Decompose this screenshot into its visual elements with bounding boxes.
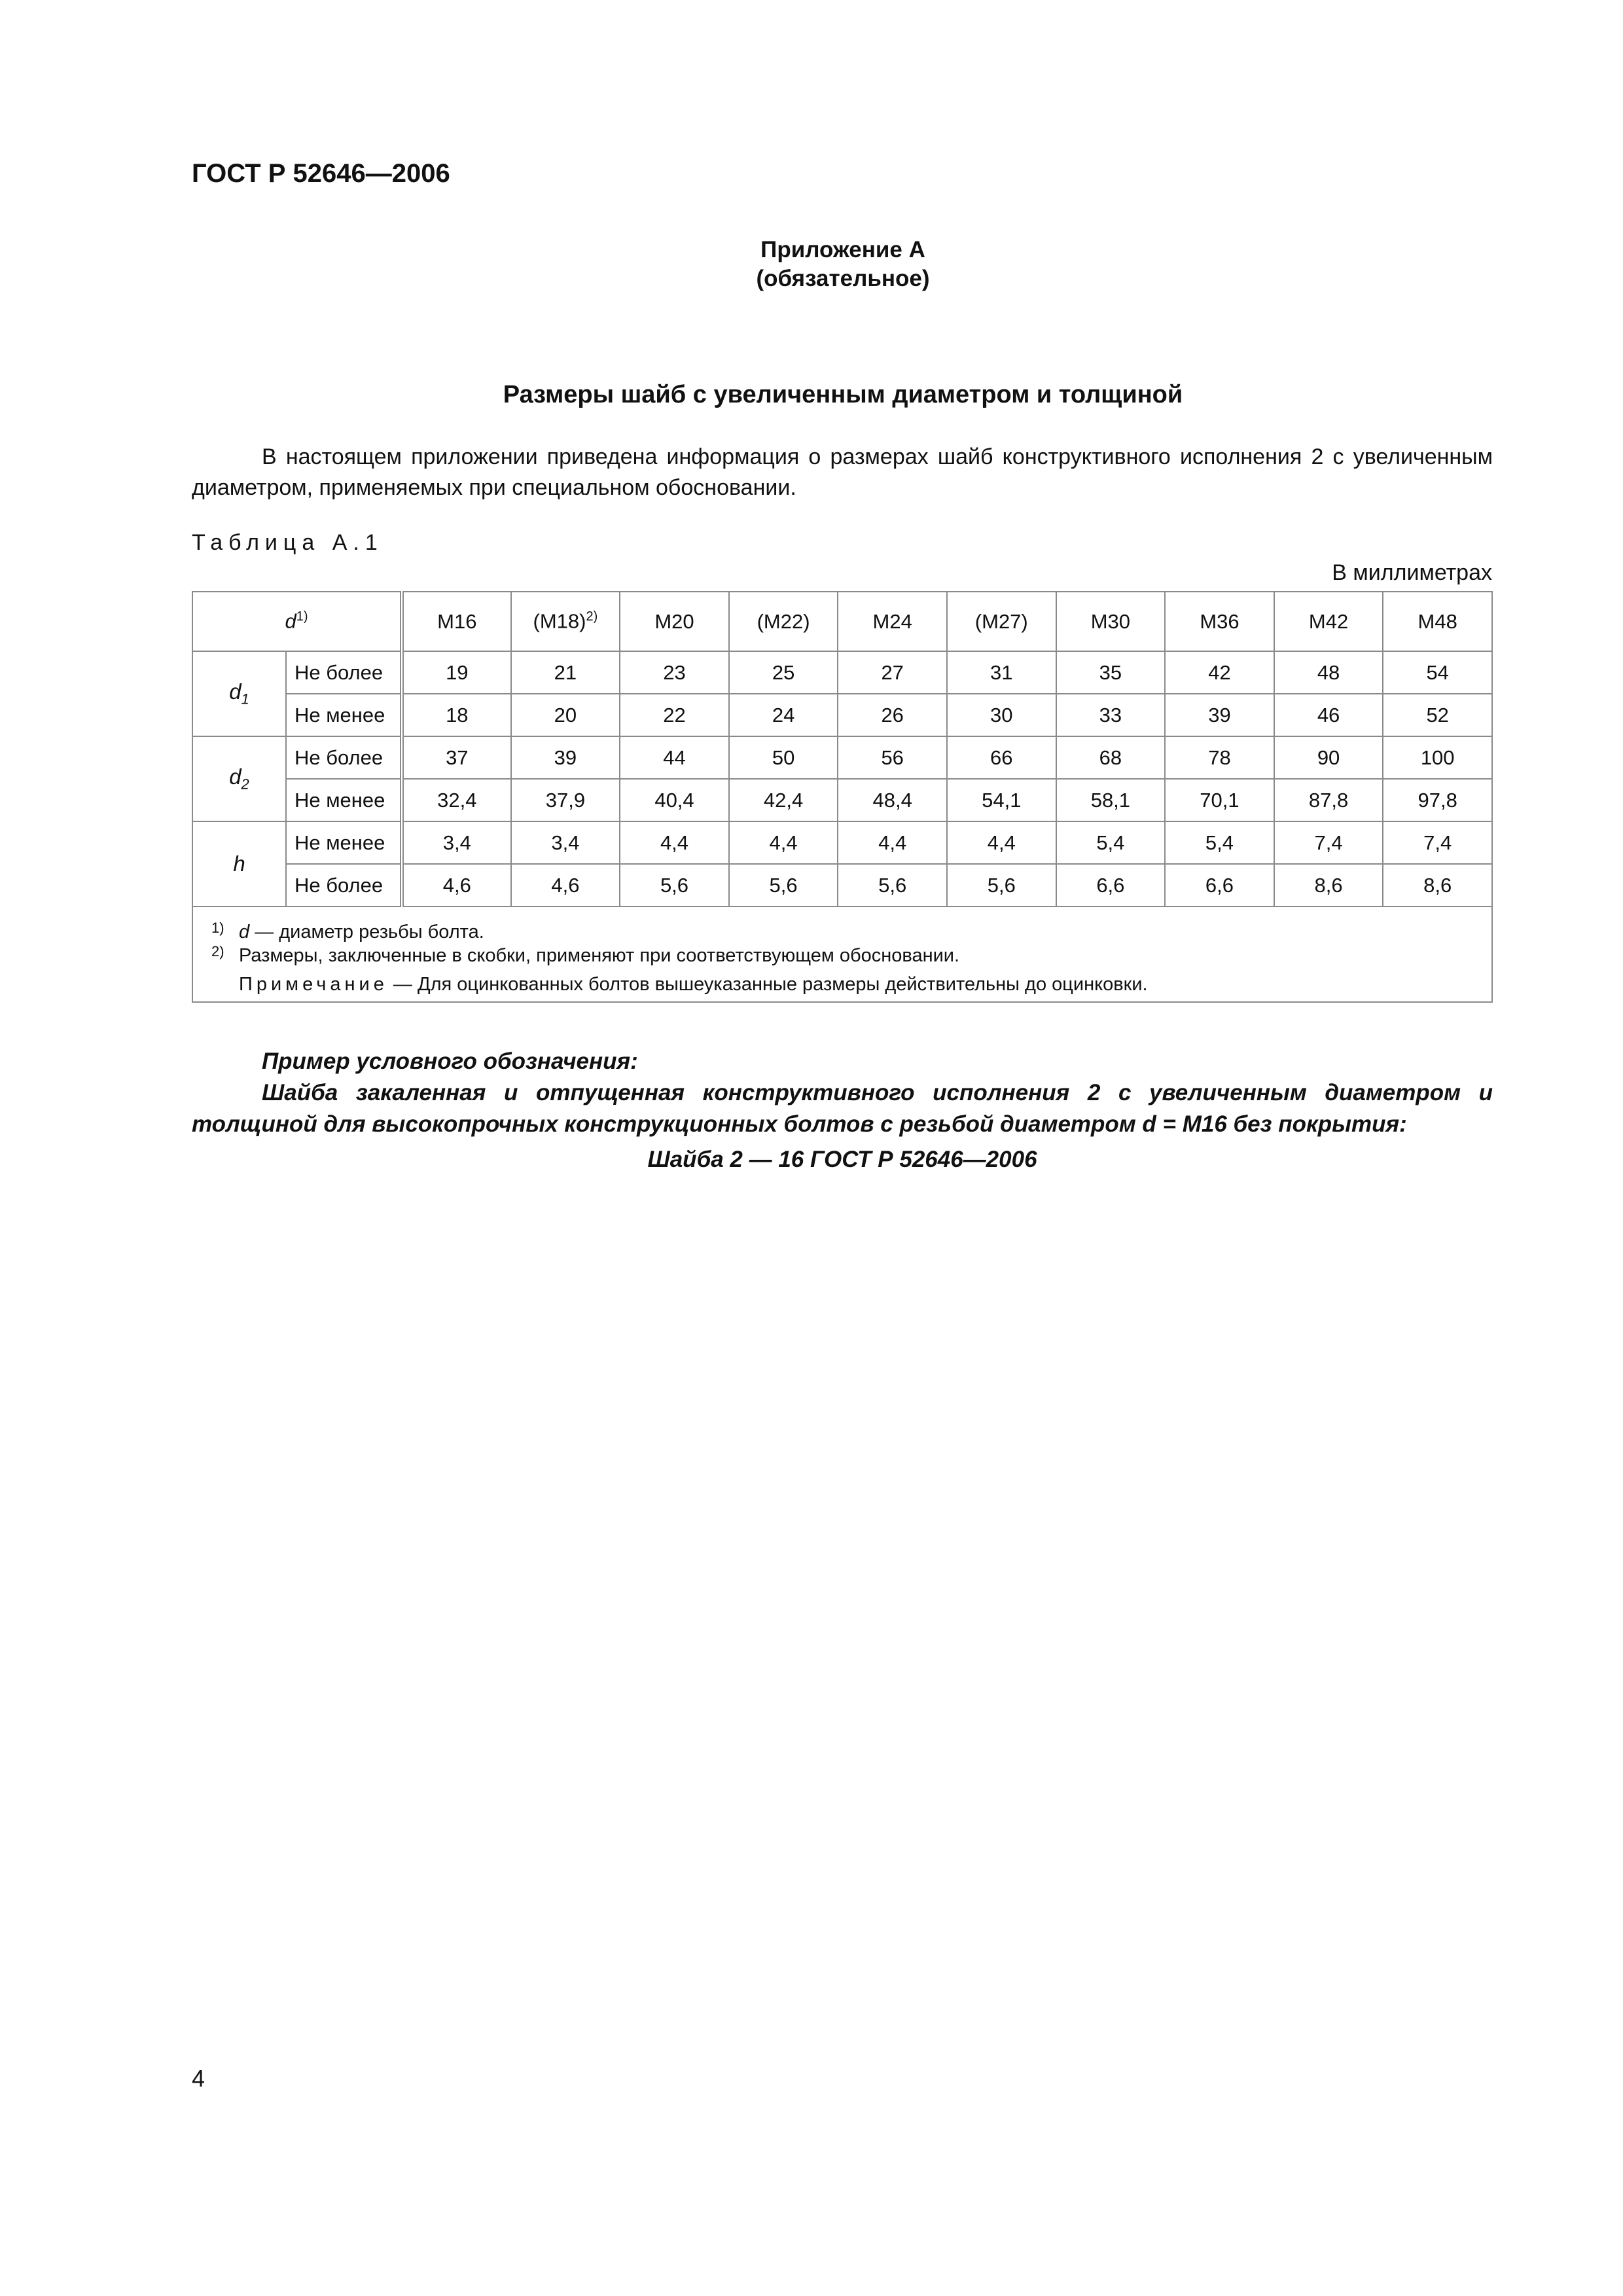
example-heading: Пример условного обозначения: bbox=[262, 1049, 638, 1074]
table-cell: 7,4 bbox=[1274, 821, 1383, 864]
table-cell: 4,6 bbox=[511, 864, 620, 906]
table-cell: 68 bbox=[1056, 736, 1166, 779]
table-cell: 6,6 bbox=[1165, 864, 1274, 906]
table-cell: 46 bbox=[1274, 694, 1383, 736]
table-cell: 4,4 bbox=[838, 821, 947, 864]
column-header-label: M16 bbox=[437, 609, 477, 633]
param-cell bbox=[192, 651, 286, 736]
table-cell: 4,4 bbox=[947, 821, 1056, 864]
param-symbol: d bbox=[229, 679, 241, 704]
section-title: Размеры шайб с увеличенным диаметром и толщиной bbox=[503, 381, 1183, 408]
table-cell: 50 bbox=[729, 736, 838, 779]
table-cell: 42,4 bbox=[729, 779, 838, 821]
column-header bbox=[1165, 592, 1274, 651]
page-number: 4 bbox=[192, 2065, 205, 2092]
table-cell: 20 bbox=[511, 694, 620, 736]
table-cell: 32,4 bbox=[402, 779, 511, 821]
table-cell: 31 bbox=[947, 651, 1056, 694]
column-header-label: M24 bbox=[872, 609, 912, 633]
column-header bbox=[729, 592, 838, 651]
param-subscript: 2 bbox=[241, 776, 249, 793]
table-cell: 40,4 bbox=[620, 779, 729, 821]
table-cell: 30 bbox=[947, 694, 1056, 736]
param-cell bbox=[192, 736, 286, 821]
column-header-label: M42 bbox=[1308, 609, 1349, 633]
table-cell: 70,1 bbox=[1165, 779, 1274, 821]
table-cell: 5,6 bbox=[729, 864, 838, 906]
table-cell: 39 bbox=[1165, 694, 1274, 736]
example-block bbox=[192, 1046, 1493, 1175]
column-footnote-mark: 2) bbox=[586, 609, 598, 624]
intro-text: В настоящем приложении приведена информация о размерах шайб конструктивного исполнения 2 с увеличенным диаметром, применяемых при специальном обосновании. bbox=[192, 444, 1493, 500]
row-limit-label: Не менее bbox=[286, 821, 402, 864]
example-text: Шайба закаленная и отпущенная конструктивного исполнения 2 с увеличенным диаметром и толщиной для высокопрочных конструкционных болтов с резьбой диаметром d = M16 без покрытия: bbox=[192, 1080, 1493, 1137]
table-cell: 48 bbox=[1274, 651, 1383, 694]
table-cell: 66 bbox=[947, 736, 1056, 779]
example-designation: Шайба 2 — 16 ГОСТ Р 52646—2006 bbox=[647, 1147, 1037, 1172]
footnote-mark: 2) bbox=[211, 943, 224, 960]
table-row bbox=[192, 736, 1492, 779]
header-param-cell bbox=[192, 592, 402, 651]
table-header-row bbox=[192, 592, 1492, 651]
column-header bbox=[838, 592, 947, 651]
table-cell: 5,4 bbox=[1056, 821, 1166, 864]
table-row bbox=[192, 651, 1492, 694]
dimensions-table bbox=[192, 591, 1493, 1003]
param-symbol: h bbox=[233, 852, 245, 876]
table-cell: 78 bbox=[1165, 736, 1274, 779]
table-cell: 37 bbox=[402, 736, 511, 779]
param-cell bbox=[192, 821, 286, 906]
row-limit-label: Не менее bbox=[286, 779, 402, 821]
footnote-text: — диаметр резьбы болта. bbox=[249, 922, 484, 942]
column-header bbox=[1274, 592, 1383, 651]
table-cell: 58,1 bbox=[1056, 779, 1166, 821]
table-row bbox=[192, 779, 1492, 821]
table-cell: 4,4 bbox=[620, 821, 729, 864]
table-cell: 27 bbox=[838, 651, 947, 694]
table-cell: 97,8 bbox=[1383, 779, 1492, 821]
table-note bbox=[239, 973, 1491, 996]
table-caption: Таблица А.1 bbox=[192, 530, 383, 555]
column-header-label: (M27) bbox=[974, 609, 1028, 633]
param-subscript: 1 bbox=[241, 691, 249, 708]
table-cell: 54,1 bbox=[947, 779, 1056, 821]
column-header bbox=[947, 592, 1056, 651]
header-param: d bbox=[285, 609, 296, 633]
table-cell: 54 bbox=[1383, 651, 1492, 694]
table-row bbox=[192, 694, 1492, 736]
column-header bbox=[1056, 592, 1166, 651]
table-cell: 100 bbox=[1383, 736, 1492, 779]
column-header-label: (M22) bbox=[757, 609, 810, 633]
row-limit-label: Не более bbox=[286, 864, 402, 906]
table-cell: 23 bbox=[620, 651, 729, 694]
table-cell: 25 bbox=[729, 651, 838, 694]
table-container bbox=[192, 591, 1493, 1003]
table-row bbox=[192, 864, 1492, 906]
table-cell: 19 bbox=[402, 651, 511, 694]
row-limit-label: Не более bbox=[286, 651, 402, 694]
table-cell: 35 bbox=[1056, 651, 1166, 694]
table-footnote bbox=[211, 920, 1491, 944]
table-cell: 18 bbox=[402, 694, 511, 736]
table-notes-row bbox=[192, 906, 1492, 1002]
table-cell: 48,4 bbox=[838, 779, 947, 821]
table-cell: 5,6 bbox=[838, 864, 947, 906]
table-cell: 26 bbox=[838, 694, 947, 736]
table-cell: 5,6 bbox=[947, 864, 1056, 906]
table-cell: 5,6 bbox=[620, 864, 729, 906]
table-cell: 44 bbox=[620, 736, 729, 779]
table-cell: 90 bbox=[1274, 736, 1383, 779]
column-header bbox=[402, 592, 511, 651]
footnote-param: d bbox=[239, 922, 250, 942]
column-header-label: M48 bbox=[1418, 609, 1457, 633]
row-limit-label: Не менее bbox=[286, 694, 402, 736]
column-header-label: M20 bbox=[654, 609, 694, 633]
column-header-label: M36 bbox=[1200, 609, 1240, 633]
table-cell: 24 bbox=[729, 694, 838, 736]
table-row bbox=[192, 821, 1492, 864]
appendix-title: Приложение А bbox=[760, 237, 925, 262]
table-cell: 8,6 bbox=[1274, 864, 1383, 906]
note-label: Примечание bbox=[239, 974, 388, 995]
table-units: В миллиметрах bbox=[1332, 560, 1492, 585]
table-cell: 6,6 bbox=[1056, 864, 1166, 906]
column-header bbox=[511, 592, 620, 651]
table-cell: 8,6 bbox=[1383, 864, 1492, 906]
table-cell: 52 bbox=[1383, 694, 1492, 736]
table-cell: 22 bbox=[620, 694, 729, 736]
table-cell: 56 bbox=[838, 736, 947, 779]
document-header: ГОСТ Р 52646—2006 bbox=[192, 159, 450, 188]
table-cell: 4,6 bbox=[402, 864, 511, 906]
table-cell: 7,4 bbox=[1383, 821, 1492, 864]
table-cell: 39 bbox=[511, 736, 620, 779]
table-cell: 21 bbox=[511, 651, 620, 694]
table-cell: 87,8 bbox=[1274, 779, 1383, 821]
column-header-label: M30 bbox=[1090, 609, 1131, 633]
footnote-text: Размеры, заключенные в скобки, применяют при соответствующем обосновании. bbox=[239, 945, 960, 966]
row-limit-label: Не более bbox=[286, 736, 402, 779]
table-cell: 33 bbox=[1056, 694, 1166, 736]
table-cell: 42 bbox=[1165, 651, 1274, 694]
table-cell: 3,4 bbox=[511, 821, 620, 864]
param-symbol: d bbox=[229, 764, 241, 789]
column-header bbox=[1383, 592, 1492, 651]
appendix-status: (обязательное) bbox=[756, 266, 930, 291]
table-cell: 5,4 bbox=[1165, 821, 1274, 864]
table-footnote bbox=[211, 943, 1491, 967]
table-notes-cell bbox=[192, 906, 1492, 1002]
intro-paragraph bbox=[192, 442, 1493, 503]
footnote-mark: 1) bbox=[211, 920, 224, 936]
column-header bbox=[620, 592, 729, 651]
table-cell: 4,4 bbox=[729, 821, 838, 864]
note-text: — Для оцинкованных болтов вышеуказанные размеры действительны до оцинковки. bbox=[387, 974, 1148, 995]
table-cell: 3,4 bbox=[402, 821, 511, 864]
header-param-footnote-mark: 1) bbox=[296, 609, 308, 624]
table-cell: 37,9 bbox=[511, 779, 620, 821]
column-header-label: (M18) bbox=[533, 609, 586, 633]
